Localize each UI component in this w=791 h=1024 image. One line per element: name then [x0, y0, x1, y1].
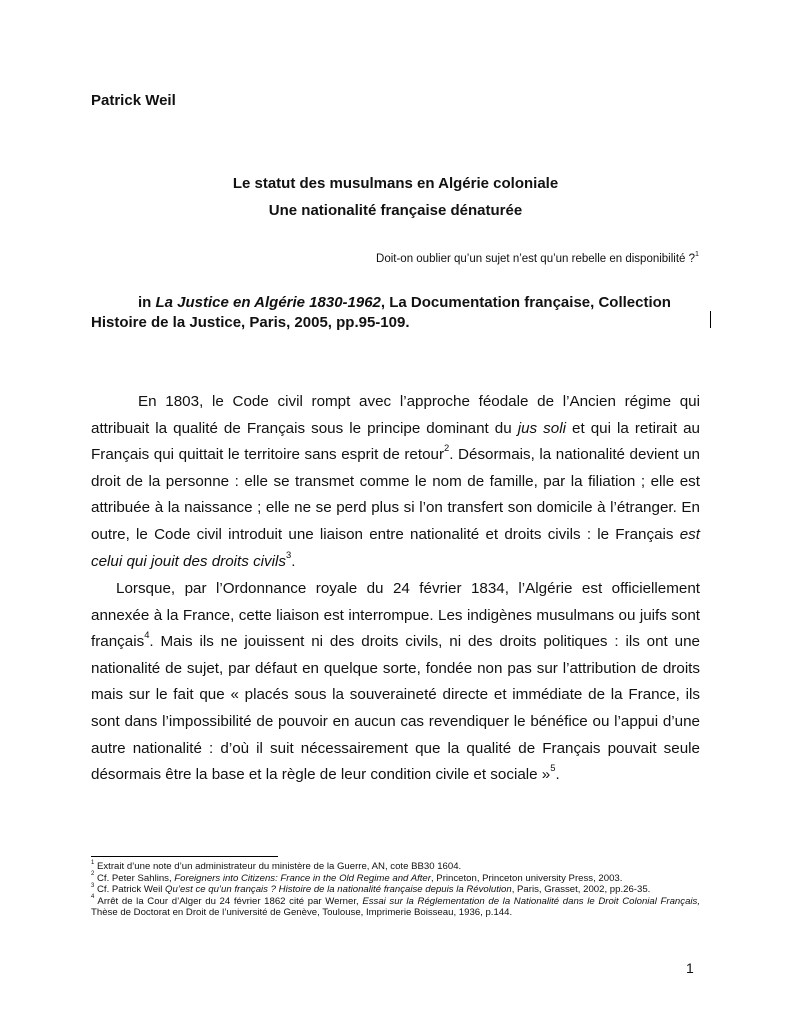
epigraph: [376, 249, 699, 265]
citation-book-title: La Justice en Algérie 1830-1962: [155, 294, 381, 311]
footnote-italic: Qu’est ce qu’un français ? Histoire de la nationalité française depuis la Révolution: [165, 884, 512, 896]
footnote-separator: [91, 856, 278, 857]
footnote-1: [91, 861, 700, 873]
text-cursor: [710, 311, 711, 328]
title-line-2: Une nationalité française dénaturée: [268, 202, 523, 219]
para1-italic-a: jus soli: [517, 419, 566, 437]
footnote-text: Thèse de Doctorat en Droit de l’université de Genève, Toulouse, Imprimerie Boisseau, 1936, p.144.: [91, 907, 513, 919]
para1-text-b: et qui la retirait au Français qui quittait le territoire sans esprit de retour: [91, 419, 700, 464]
footnote-2: [91, 873, 700, 885]
para2-text-a: Lorsque, par l’Ordonnance royale du 24 février 1834, l’Algérie est officiellement annexée à la France, cette liaison est interrompue. Les indigènes musulmans ou juifs sont français: [91, 580, 700, 651]
para1-text-a: En 1803, le Code civil rompt avec l’approche féodale de l’Ancien régime qui attribuait la qualité de Français sous le principe dominant du: [91, 393, 700, 437]
footnote-number: 3: [91, 882, 95, 889]
footnote-ref-4[interactable]: 4: [144, 629, 150, 641]
footnote-ref-2[interactable]: 2: [444, 442, 450, 454]
footnote-ref-1[interactable]: 1: [695, 249, 699, 258]
author-name: Patrick Weil: [91, 92, 176, 109]
citation-rest: , La Documentation française, Collection Histoire de la Justice, Paris, 2005, pp.95-109.: [91, 294, 671, 331]
footnote-text: Arrêt de la Cour d’Alger du 24 février 1862 cité par Werner,: [94, 895, 363, 907]
page-number: 1: [686, 960, 694, 976]
epigraph-text: Doit-on oublier qu’un sujet n’est qu’un rebelle en disponibilité ?: [376, 253, 696, 265]
para2-text-c: .: [555, 766, 560, 784]
footnote-ref-3[interactable]: 3: [286, 548, 292, 560]
title-line-1: Le statut des musulmans en Algérie coloniale: [232, 175, 559, 192]
footnote-text: Extrait d’une note d’un administrateur du ministère de la Guerre, AN, cote BB30 1604.: [94, 861, 462, 872]
paragraph-2: [91, 576, 700, 789]
footnote-text: Cf. Patrick Weil: [94, 884, 166, 896]
para1-text-d: .: [291, 552, 296, 570]
para2-text-b: . Mais ils ne jouissent ni des droits civils, ni des droits politiques : ils ont une nationalité de sujet, par défaut en quelque sorte, fondée non pas sur l’attribution de droits mais sur le fait que « placés sous la souveraineté directe et immédiate de la France, ils sont dans l’impossibilité de pouvoir en aucun cas revendiquer le bénéfice ou l’appui d’une autre nationalité : d’où il suit nécessairement que la qualité de Français pouvait seule désormais être la base et la règle de leur condition civile et sociale »: [91, 633, 700, 784]
footnote-4: [91, 896, 700, 919]
footnote-number: 4: [91, 894, 95, 901]
footnote-number: 2: [91, 871, 95, 878]
citation: [91, 293, 700, 333]
para1-italic-b: est celui qui jouit des droits civils: [91, 525, 700, 570]
paragraph-1: [91, 389, 700, 575]
footnote-number: 1: [91, 859, 95, 866]
para1-text-c: . Désormais, la nationalité devient un droit de la personne : elle se transmet comme le nom de famille, par la filiation ; elle est attribuée à la naissance ; elle ne se perd plus si l’on transfert son domicile à l’étranger. En outre, le Code civil introduit une liaison entre nationalité et droits civils : le Français: [91, 446, 700, 543]
footnote-text: Cf. Peter Sahlins,: [94, 872, 175, 884]
footnote-italic: Essai sur la Réglementation de la Nationalité dans le Droit Colonial Français,: [362, 895, 700, 907]
footnote-text: , Paris, Grasset, 2002, pp.26-35.: [511, 884, 651, 896]
citation-prefix: in: [138, 294, 156, 311]
footnote-text: , Princeton, Princeton university Press, 2003.: [430, 872, 623, 884]
footnote-italic: Foreigners into Citizens: France in the Old Regime and After: [174, 872, 431, 884]
footnote-3: [91, 884, 700, 896]
footnotes: [91, 861, 700, 919]
footnote-ref-5[interactable]: 5: [550, 762, 556, 774]
